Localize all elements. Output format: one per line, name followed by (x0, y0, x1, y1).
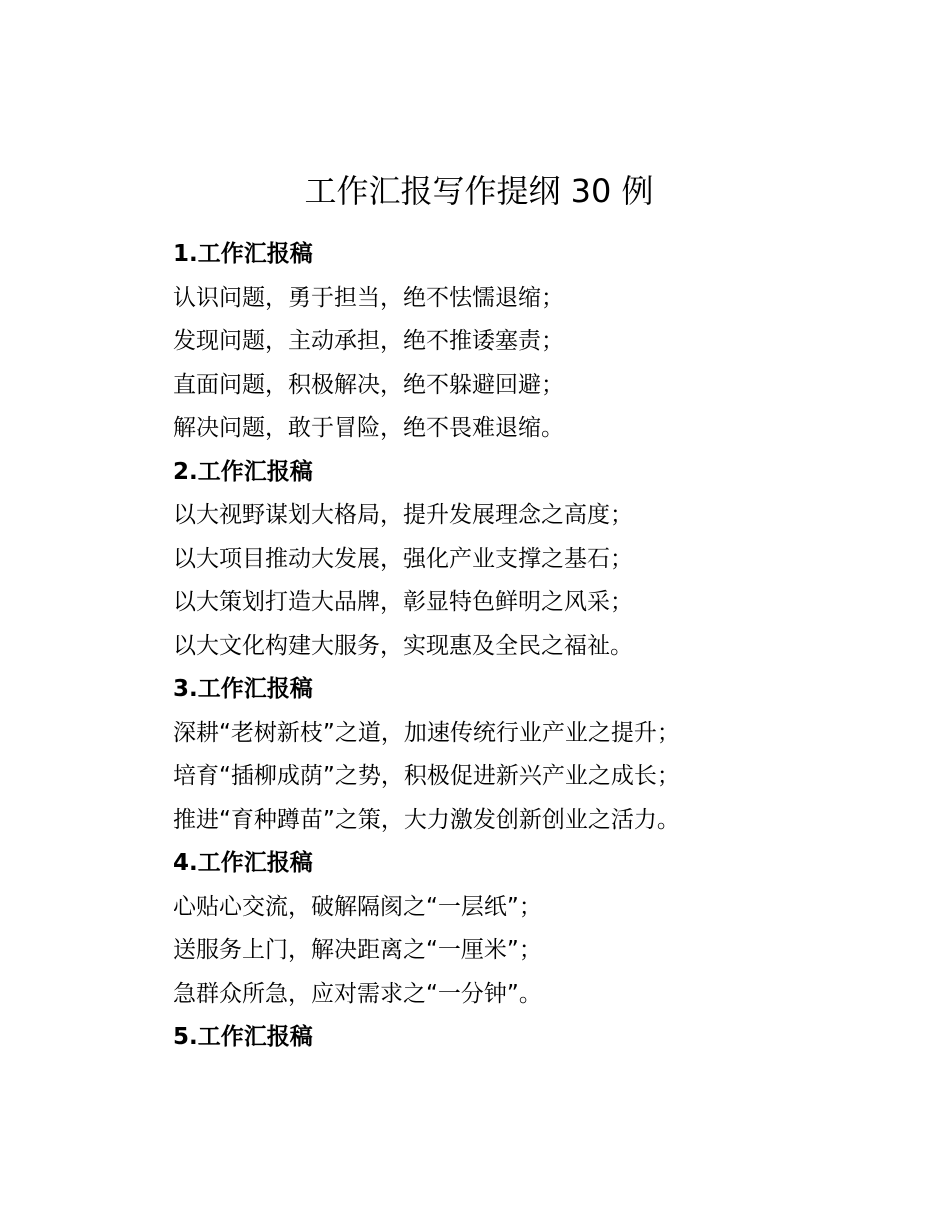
text-line: 送服务上门，解决距离之“一厘米”； (173, 937, 542, 963)
text-line: 以大策划打造大品牌，彰显特色鲜明之风采； (173, 589, 633, 615)
section-3 (173, 668, 773, 842)
document-title: 工作汇报写作提纲 30 例 (304, 172, 654, 210)
section-2 (173, 451, 773, 669)
text-line: 解决问题，敢于冒险，绝不畏难退缩。 (173, 415, 564, 441)
text-line: 以大项目推动大发展，强化产业支撑之基石； (173, 545, 633, 572)
section-heading: 1.工作汇报稿 (173, 241, 313, 267)
text-line: 心贴心交流，破解隔阂之“一层纸”； (173, 893, 542, 920)
text-line: 发现问题，主动承担，绝不推诿塞责； (173, 328, 564, 354)
document-body (173, 233, 773, 1060)
section-heading: 4.工作汇报稿 (173, 850, 313, 876)
text-line: 推进“育种蹲苗”之策，大力激发创新创业之活力。 (173, 806, 680, 833)
text-line: 以大文化构建大服务，实现惠及全民之福祉。 (173, 632, 633, 659)
section-5 (173, 1016, 773, 1060)
section-heading: 3.工作汇报稿 (173, 676, 313, 702)
section-heading: 2.工作汇报稿 (173, 458, 313, 485)
text-line: 认识问题，勇于担当，绝不怯懦退缩； (173, 284, 564, 311)
section-4 (173, 842, 773, 1016)
text-line: 急群众所急，应对需求之“一分钟”。 (173, 980, 542, 1007)
text-line: 培育“插柳成荫”之势，积极促进新兴产业之成长； (173, 763, 680, 789)
text-line: 深耕“老树新枝”之道，加速传统行业产业之提升； (173, 719, 680, 746)
text-line: 直面问题，积极解决，绝不躲避回避； (173, 371, 564, 398)
text-line: 以大视野谋划大格局，提升发展理念之高度； (173, 502, 633, 528)
section-1 (173, 233, 773, 451)
section-heading: 5.工作汇报稿 (173, 1024, 313, 1050)
